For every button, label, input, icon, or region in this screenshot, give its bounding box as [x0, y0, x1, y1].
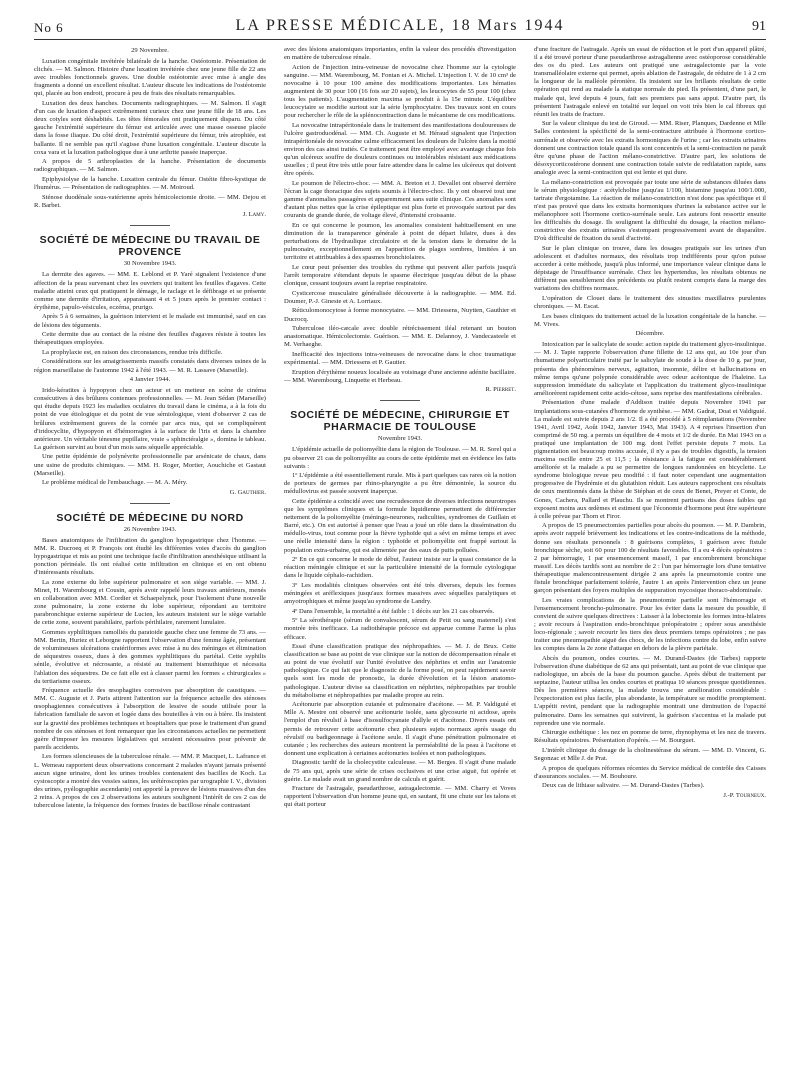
issue-number: No 6: [34, 20, 64, 35]
session-date: 4 Janvier 1944.: [129, 376, 171, 384]
paragraph: Le problème médical de l'embauchage. — M. A. Méry.: [42, 479, 188, 487]
divider: [130, 503, 170, 504]
page-header: [34, 14, 766, 40]
signature: G. Gauthier.: [229, 488, 266, 496]
divider: [130, 225, 170, 226]
paragraph: Les bases cliniques du traitement actuel de la luxation congénitale de la hanche. — M. Vives.: [534, 312, 766, 328]
paragraph: Sténose duodénale sous-vatérienne après hémicolectomie droite. — MM. Dejou et R. Barbet.: [34, 193, 266, 209]
paragraph: Sur la valeur clinique du test de Giroud. — MM. Riser, Planques, Dardenne et Mlle Salles contestent la spécificité de la semi-contracture attribuée à l'hormone cortico-surrénale et observée avec les extraits hormoniques de l'urine ; car les extraits urinaires donnent une contraction totale quand ils sont concentrés et la semi-contraction ne paraît être qu'une phase de l'action mélano-constrictive. D'autre part, les solutions de désoxycorticostérone donnent une contraction totale suivie de redilatation rapide, sans analogie avec la semi-contraction qui est lente et qui dure.: [534, 120, 766, 176]
paragraph: Acétonurie par absorption cutanée et pulmonaire d'acétone. — M. P. Valdiguié et Mlle A. Mestre ont observé une acétonurie isolée, sans glycosurie ni acidose, après l'emploi d'un révulsif à base d'isosulfocyanate d'allyle et d'acétone. Divers essais ont permis de retrouver cette acétonurie chez plusieurs sujets normaux après usage du révulsif ou badigeonnage à l'acétone seule. Il s'agit d'une pénétration pulmonaire et cutanée ; les recherches des auteurs montrent la perméabilité de la peau à l'acétone et donnent une explication à certaines acétonuries isolées et non pathologiques.: [284, 701, 516, 757]
society-heading: SOCIÉTÉ DE MÉDECINE DU TRAVAIL DE PROVENCE: [39, 234, 261, 259]
society-heading: SOCIÉTÉ DE MÉDECINE, CHIRURGIE ET PHARMACIE DE TOULOUSE: [290, 409, 510, 434]
paragraph: Action de l'injection intra-veineuse de novocaïne chez l'homme sur la cytologie sanguine. — MM. Warembourg, M. Fontan et A. Michel. L'injection I. V. de 10 cm³ de novocaïne à 10 pour 100 amène des modifications importantes. Les hématies augmentent de 30 pour 100 (16 fois sur 20 sujets), les leucocytes de 55 pour 100 (chez tous les patients). L'augmentation maxima se produit à la 15e minute. L'équilibre leucocytaire se modifie surtout sur la série lymphocytaire. Des travaux sont en cours pour rechercher le rôle de la splénocontraction dans le mécanisme de ces modifications.: [284, 63, 516, 120]
paragraph: Chirurgie esthétique : les nez en pomme de terre, rhynophyma et les nez de travers. Résultats opératoires. Présentation d'opérés. — M. Bourguet.: [534, 729, 766, 745]
paragraph: A propos de quelques réformes récentes du Service médical de contrôle des Caisses d'assurances sociales. — M. Bouhoure.: [534, 764, 766, 780]
paragraph: d'une fracture de l'astragale. Après un essai de réduction et le port d'un appareil plâtré, il a été trouvé porteur d'une pseudarthrose astragalienne avec ostéoporose considérable des os du pied. Les auteurs ont pratiqué une astragalectomie par la voie transmalléolaire externe qui permet, après ablation de l'astragale, de réduire de 1 à 2 cm la longueur de la malléole péronière. Ils insistent sur les brillants résultats de cette opération qui rend au malade la statique normale du pied. Ils présentent, d'une part, le malade qui, levé depuis 4 jours, fait ses premiers pas sans appui. D'autre part, ils présentent l'astragale enlevé en totalité sur lequel on voit très bien le cal fibreux qui réunit les traits de fracture.: [534, 46, 766, 118]
paragraph: Tuberculose iléo-cæcale avec double rétrécissement iléal retenant un bouton anastomatique. Hémicolectomie. Guérison. — MM. E. Delannoy, J. Vandecasteele et M. Verhaeghe.: [284, 325, 516, 349]
paragraph: Cette épidémie a coïncidé avec une recrudescence de diverses infections neurotropes que les symptômes cliniques et la formule liquidienne permettent de différencier nettement de la poliomyélite (méningo-neurones, radiculites, syndromes de Guillain et Barré, etc.). On est autorisé à penser que l'eau a joué un rôle dans la dissémination du médullo-virus, tout comme pour la fièvre typhoïde qui a sévi en même temps et avec une réelle intensité dans la région : typhoïde et poliomyélite ont frappé surtout la population extra-urbaine, qui est alimentée par des eaux de puits polluées.: [284, 498, 516, 554]
column-3: [534, 46, 766, 1074]
paragraph: La dermite des agaves. — MM. E. Leblond et P. Yaré signalent l'existence d'une affection de la peau survenant chez les ouvriers qui traitent les feuilles d'agaves. Cette maladie atteint ceux qui pratiquent le démage, le raclage et le défibrage et se présente comme une dermite d'irritation, apparaissant 4 et 5 jours après le premier contact : érythème, papulo-vésicules, eczéma, prurigo.: [34, 271, 266, 311]
paragraph: L'opération de Clouet dans le traitement des sinusites maxillaires purulentes chroniques. — M. Escat.: [534, 294, 766, 310]
paragraph: Luxation des deux hanches. Documents radiographiques. — M. Salmon. Il s'agit d'un cas de luxation d'aspect extrêmement curieux chez une jeune fille de 18 ans. Les deux cotyles sont déshabités. Les têtes fémorales ont pratiquement disparu. Du côté gauche l'extrémité supérieure du fémur est articulée avec une masse osseuse placée dans la fosse iliaque. Du côté droit, l'extrémité supérieure du fémur, très atrophiée, est ballante. Il ne semble pas qu'il s'agisse d'une luxation congénitale. L'auteur discute la coxa vara et la luxation pathologique due à une arthrite passée inaperçue.: [34, 100, 266, 156]
session-date: Décembre.: [635, 330, 665, 338]
divider: [380, 400, 420, 401]
paragraph: Cysticercose musculaire généralisée découverte à la radiographie. — MM. Ed. Doumer, P.-J. Gineste et A. Lorriaux.: [284, 289, 516, 305]
paragraph: Après 5 à 6 semaines, la guérison intervient et le malade est immunisé, sauf en cas de lésions des téguments.: [34, 313, 266, 329]
paragraph: A propos de 5 arthroplasties de la hanche. Présentation de documents radiographiques. — M. Salmon.: [34, 158, 266, 174]
paragraph: Epiphysiolyse de la hanche. Luxation centrale du fémur. Ostéite fibro-kystique de l'humérus. — Présentation de radiographies. — M. Moiroud.: [34, 175, 266, 191]
paragraph: Essai d'une classification pratique des néphropathies. — M. J. de Brux. Cette classification se base au point de vue clinique sur la notion de décompensation rénale et au point de vue évolutif sur l'unité évolutive des néphrites et enfin sur l'anatomie pathologique. Ce qui fait que le diagnostic de la forme posé, on peut rapidement savoir quels sont les mode de pronostic, la durée d'évolution et la lésion anatomo-pathologique. L'auteur divise sa classification en néphrites, néphropathies par trouble du métabolisme et néphropathies par maladie propre au rein.: [284, 643, 516, 699]
paragraph: Luxation congénitale invétérée bilatérale de la hanche. Ostéotomie. Présentation de clichés. — M. Salmon. Histoire d'une luxation invétérée chez une jeune fille de 22 ans avec troubles fonctionnels graves. Une double ostéotomie avec mise à angle des fragments a donné un excellent résultat. L'auteur discute les indications de l'ostéotomie qui, placée au bon endroit, procure à peu de frais des résultats remarquables.: [34, 58, 266, 98]
paragraph: Le poumon de l'électro-choc. — MM. A. Breton et J. Devallet ont observé derrière l'écran la cage thoracique des sujets soumis à l'électro-choc. Ils y ont observé tout une gamme d'anomalies passagères et apparemment sans suite clinique. Ces anomalies sont d'autant plus nettes que la crise épileptique est plus forte et provoquée surtout par des courants de grande durée, de voltage élevé, d'intensité croissante.: [284, 180, 516, 220]
paragraph: La mélano-constriction est provoquée par toute une série de substances diluées dans le sérum physiologique : acétylcholine jusqu'au 1/100, histamine jusqu'au 100/1.000, tartrate d'ergotamine. La réaction de mélano-constriction n'est donc pas spécifique et il n'est pas prouvé que dans les extraits hormoniques d'urines la substance active sur le mélanophore soit l'hormone cortico-surrénale seule. Les auteurs font ressortir ensuite les difficultés du dosage. Ils soulignent la difficulté du dosage, la réaction mélano-constrictive des extraits urinaires s'estompant progressivement avant de disparaître. D'où difficulté de fixation du seuil d'activité.: [534, 178, 766, 243]
page-number: 91: [752, 19, 766, 34]
paragraph: L'intérêt clinique du dosage de la cholinestérase du sérum. — MM. D. Vincent, G. Segonzac et Mlle J. de Prat.: [534, 746, 766, 762]
journal-title: LA PRESSE MÉDICALE, 18 Mars 1944: [235, 17, 565, 34]
session-date: 30 Novembre 1943.: [123, 260, 177, 268]
paragraph: Cette dermite due au contact de la résine des feuilles d'agaves résiste à toutes les thérapeutiques employées.: [34, 331, 266, 347]
paragraph: Gommes syphilitiques ramolliés du paratoide gauche chez une femme de 73 ans. — MM. Bertin, Huriez et Leborgne rapportent l'observation d'une femme âgée, présentant de volumineuses ulcérations cratériformes avec mise à nu des méninges et élimination de séquestres osseux, dues à des gommes syphilitiques du pariétal. Cette syphilis sénile, évolutive et nécrosante, a résisté au traitement bismuthique et nécessita l'ablation des séquestres. De ce fait elle est à classer parmi les formes « chirurgicales » du tertiarisme osseux.: [34, 629, 266, 685]
paragraph: Fréquence actuelle des œsophagites corrosives par absorption de caustiques. — MM. C. Auguste et J. Paris attirent l'attention sur la fréquence actuelle des sténoses œsophagiennes consécutives à l'absorption de lessive de soude utilisée pour la fabrication familiale de savon et logée dans des bouteilles à vin ou à bière. Ils insistent sur la gravité des problèmes techniques et hospitaliers que pose le traitement d'un grand nombre de ces sténoses et font remarquer que les circonstances actuelles ne permettent guère d'imposer les mesures législatives qui seraient nécessaires pour prévenir de pareils accidents.: [34, 687, 266, 751]
paragraph: Fracture de l'astragale, pseudarthrose, astragalectomie. — MM. Charry et Voves rapportent l'observation d'un homme jeune qui, en sautant, fit une chute sur les talons et qui était porteur: [284, 785, 516, 809]
paragraph: Deux cas de lithiase salivaire. — M. Durand-Dastes (Tarbes).: [542, 782, 705, 790]
paragraph: Présentation d'une malade d'Addison traitée depuis Novembre 1941 par implantations sous-cutanées d'hormone de synthèse. — MM. Gadrat, Doat et Valdiguié. La malade est suivie depuis 2 ans 1/2. Il a été procédé à 5 réimplantations (Novembre 1941, Avril 1942, Août 1942, Janvier 1943, Mai 1943). A 4 reprises l'insertion d'un comprimé de 50 mg. a permis un équilibre de 4 mois et 1/2 de durée. En Mai 1943 on a pratiqué une implantation de 100 mg. dont l'effet persiste depuis 7 mois. La pigmentation est beaucoup moins accusée, il n'y a pas de troubles digestifs, la tension maxima oscille entre 25 et 11,5 ; la résistance à la fatigue est considérablement améliorée et la malade a pu se permettre de longues randonnées en bicyclette. Le syndrome biologique revue peu modifié : il faut noter cependant une augmentation progressive de l'hydrémie et du glutathion réduit. Les auteurs rapprochent ces résultats de ceux mentionnés dans la thèse de Stéphan et de ceux de Benet, Preyer et Conte, de Gones, Cachera, Pallard et Plauchu. Ils se montrent partisans des doses faibles qui exposent moins aux œdèmes et estiment que l'économie d'hormone peut être supérieure à celle prévue par Thorn et Firor.: [534, 399, 766, 520]
paragraph: La novocaïne intrapéritonéale dans le traitement des manifestations douloureuses de l'ulcère gastroduodénal. — MM. Ch. Auguste et M. Héraud signalent que l'injection intrapéritonéale de novocaïne calme efficacement les douleurs de l'ulcère dans la moitié environ des cas ainsi traités. Ce traitement peut être employé avec avantage chaque fois qu'un ulcéreux souffre de douleurs continues ou intolérables résistant aux médications usuelles ; il peut être très utile pour faire attendre dans le calme les ulcéreux qui doivent être opérés.: [284, 121, 516, 178]
paragraph: Bases anatomiques de l'infiltration du ganglion hypogastrique chez l'homme. — MM. R. Ducroeq et P. François ont étudié les différentes voies d'accès du ganglion hypogastrique et mis au point une technique facile d'infiltration anesthésique utilisant la ponction périnéale. Ils ont réalisé cette infiltration en clinique et en ont obtenu d'intéressants résultats.: [34, 537, 266, 577]
paragraph: 2º En ce qui concerne le mode de début, l'auteur insiste sur la quasi constance de la réaction méningée clinique et sur la particulière intensité de la formule cytologique dans le liquide céphalo-rachidien.: [284, 556, 516, 580]
column-2: [284, 46, 516, 1074]
session-date: Novembre 1943.: [377, 435, 423, 443]
paragraph: A propos de 15 pneumectomies partielles pour abcès du poumon. — M. P. Dambrin, après avoir rappelé brièvement les indications et les contre-indications de la méthode, donne ses résultats personnels : 8 guérisons complètes, 1 guérison avec fistule bronchique sèche, soit 60 pour 100 de résultats favorables. Il a eu 4 décès opératoires : 2 par hémorragie, 1 par ensemencement massif, 1 par encombrement bronchique massif. Les décès tardifs sont au nombre de 2 : l'un par hémorragie lors d'une tentative thérapeutique malencontreusement dirigée 2 ans après la pneumotomie contre une fistule bronchique parfaitement tolérée, l'autre 1 an après l'intervention chez un jeune garçon présentant des foyers multiples de suppuration mycosique thoraco-abdominale.: [534, 522, 766, 595]
paragraph: Considérations sur les amaigrissements massifs constatés dans diverses usines de la région marseillaise de l'automne 1942 à l'été 1943. — M. R. Lassave (Marseille).: [34, 358, 266, 374]
paragraph: 5º La sérothérapie (sérum de convalescent, sérum de Petit ou sang maternel) s'est montrée très inefficace. La radiothérapie précoce est apparue comme l'arme la plus efficace.: [284, 617, 516, 641]
paragraph: Abcès du poumon, ondes courtes. — M. Durand-Dastes (de Tarbes) rapporte l'observation d'une diabétique de 62 ans qui présentait, tant au point de vue clinique que radiologique, un abcès de la base du poumon gauche. Après début de traitement par septazine, l'auteur utilisa les ondes courtes et pratiqua 10 séances presque quotidiennes. Dès les premières séances, la malade trouva une amélioration considérable : l'expectoration est plus facile, plus abondante, la température se modifie promptement. L'appétit revint, pendant que la radiographie montrait une diminution de l'opacité pulmonaire. Dans les semaines qui suivirent, la guérison s'accentua et la malade put reprendre une vie normale.: [534, 654, 766, 727]
society-heading: SOCIÉTÉ DE MÉDECINE DU NORD: [56, 511, 244, 524]
paragraph: Diagnostic tardif de la cholecystite calculeuse. — M. Berges. Il s'agit d'une malade de 75 ans qui, après une série de crises occlusives et une crise aiguë, fut opérée et guérie. Le malade avait un grand nombre de calculs et guérit.: [284, 759, 516, 783]
session-date: 29 Novembre.: [131, 47, 169, 54]
paragraph: Inefficacité des injections intra-veineuses de novocaïne dans le choc traumatique expérimental. — MM. Driessens et P. Gautier.: [284, 350, 516, 366]
paragraph: 4º Dans l'ensemble, la mortalité a été faible : 1 décès sur les 21 cas observés.: [292, 607, 495, 615]
signature: J.-P. Tourneux.: [723, 791, 766, 799]
paragraph: Les formes silencieuses de la tuberculose rénale. — MM. P. Macquet, L. Lafrance et L. Wemeau rapportent deux observations concernant 2 malades n'ayant jamais présenté aucun signe urinaire, dont les urines troubles contenaient des bacilles de Koch. La cystoscopie a montré des vessies saines, les urétéroscopies par urographie I. V., division des urines, pyélographie ascendante) ont apporté la preuve de lésions massives d'un des 2 reins. A propos de ces 2 observations les auteurs soulignent l'intérêt de ces 2 cas de tuberculose latente, la fréquence des formes frustes de bacillose rénale contrastant: [34, 753, 266, 809]
signature: R. Pierret.: [485, 386, 516, 394]
paragraph: avec des lésions anatomiques importantes, enfin la valeur des procédés d'investigation en matière de tuberculose rénale.: [284, 46, 516, 62]
paragraph: En ce qui concerne le poumon, les anomalies consistent habituellement en une diminution de la transparence générale à point de départ hilaire, dues à des perturbations de l'hydraulique circulatoire et de la tension dans le domaine de la pulmonaire, exceptionnellement en l'apparition de plages sombres, limitées à un territoire et attribuables à des spasmes bronchiolaires.: [284, 221, 516, 262]
column-1: [34, 46, 266, 1074]
paragraph: Intoxication par le salicylate de soude: action rapide du traitement glyco-insulinique. — M. J. Tapie rapporte l'observation d'une fillette de 12 ans qui, au 10e jour d'un rhumatisme polyarticulaire traité par le salicylate de soude à la dose de 10 g. par jour, présenta des phénomènes nerveux, agitation, insomnie, délire et hallucinations en même temps qu'une polypnée considérable avec odeur acétonique de l'haleine. La suppression immédiate du salicylate et l'application du traitement glyco-insulinique améliorèrent rapidement cette acido-cétose, sans reprise des manifestations cérébrales.: [534, 341, 766, 397]
paragraph: L'épidémie actuelle de poliomyélite dans la région de Toulouse. — M. R. Sorel qui a pu observer 21 cas de poliomyélite au cours de cette épidémie met en évidence les faits suivants :: [284, 446, 516, 470]
paragraph: Le cœur peut présenter des troubles du rythme qui peuvent aller parfois jusqu'à l'arrêt temporaire s'étendant depuis le spasme électrique jusqu'au début de la phase clonique, cessant toujours avant la reprise respiratoire.: [284, 263, 516, 288]
paragraph: Les vraies complications de la pneumotomie partielle sont l'hémorragie et l'ensemencement broncho-pulmonaire. Pour les éviter dans la mesure du possible, il convient de suivre quelques directives : Laisser à la lobectomie les formes intra-hilaires ; avoir recours à l'aspiration endo-bronchique préopératoire ; opérer sous anesthésie loco-régionale ; savoir recourir les tiers des deux premiers temps opératoires ; ne pas traiter une pneumopathie aiguë des chocs, de les infections contre du lobe, enfin suivre les comptes dans la 2e zone d'attaque en dehors de la plèvre pariétale.: [534, 596, 766, 653]
paragraph: Sur le plan clinique on trouve, dans les dosages pratiqués sur les urines d'un adolescent et d'adultes normaux, des résultats trop indifférents pour qu'on puisse accorder à cette méthode, jusqu'à plus informé, une importance valeur clinique dans le dépistage de l'insuffisance surrénale. Chez les hypertendus, les résultats obtenus ne diffèrent pas sensiblement des précédents ou plutôt restent compris dans la marge des variations des chiffres normaux.: [534, 244, 766, 293]
session-date: 26 Novembre 1943.: [123, 525, 177, 533]
paragraph: Réticulomonocytose à forme monocytaire. — MM. Driessens, Nuytten, Gauthier et Ducrocq.: [284, 307, 516, 323]
paragraph: Une petite épidémie de polynévrite professionnelle par arsénicate de chaux, dans une usine de produits chimiques. — MM. H. Roger, Mortier, Aouchiche et Gastaut (Marseille).: [34, 453, 266, 477]
paragraph: 3º Les modalités cliniques observées ont été très diverses, depuis les formes méningées et aréflexiques jusqu'aux formes massives avec séquelles paralytiques et amyotrophiques et même jusqu'au syndrome de Landry.: [284, 581, 516, 606]
paragraph: La prophylaxie est, en raison des circonstances, rendue très difficile.: [42, 348, 223, 356]
paragraph: 1º L'épidémie a été essentiellement rurale. Mis à part quelques cas rares où la notion de porteurs de germes par rhino-pharyngite a pu être démontrée, la source du médullovirus est passée souvent inaperçue.: [284, 472, 516, 496]
paragraph: La zone externe du lobe supérieur pulmonaire et son siège variable. — MM. J. Minet, H. Warembourg et Cousin, après avoir rappelé leurs travaux antérieurs, menés en collaboration avec MM. Cordier et Schaepelynck, pour l'isolement d'une nouvelle zone pulmonaire, la zone externe du lobe supérieur, répondant au territoire parabronchique externe supérieur de Lucien, les auteurs insistent sur le siège variable de cette zone, souvent parahilaire, parfois périhilaire, rarement lunulaire.: [34, 578, 266, 627]
paragraph: Irido-kératites à hypopyon chez un acteur et un metteur en scène de cinéma consécutives à des brûlures contenues professionnelles. — M. Jean Sédan (Marseille) qui étudie depuis 1923 les maladies oculaires du travail dans le cinéma, a à la fois du point de vue étiologique et du point de vue sémiologique, vient d'observer 2 cas de brûlures extrêmement graves de la cornée par arcs nus, qui se compliquèrent d'iridocyclite, d'hypopyon et d'hémorragies à la surface de l'iris et dans la chambre antérieure. Un véritable ténesme pupillaire, vraie « sphinctéralgie », domina le tableau. La guérison survint au bout d'un mois sans séquelle appréciable.: [34, 387, 266, 451]
paragraph: Eruption d'érythème noueux localisée au voisinage d'une ancienne adénite bacillaire. — MM. Warembourg, Linquette et Herbeau.: [284, 368, 516, 384]
signature: J. Lamy.: [242, 211, 266, 219]
